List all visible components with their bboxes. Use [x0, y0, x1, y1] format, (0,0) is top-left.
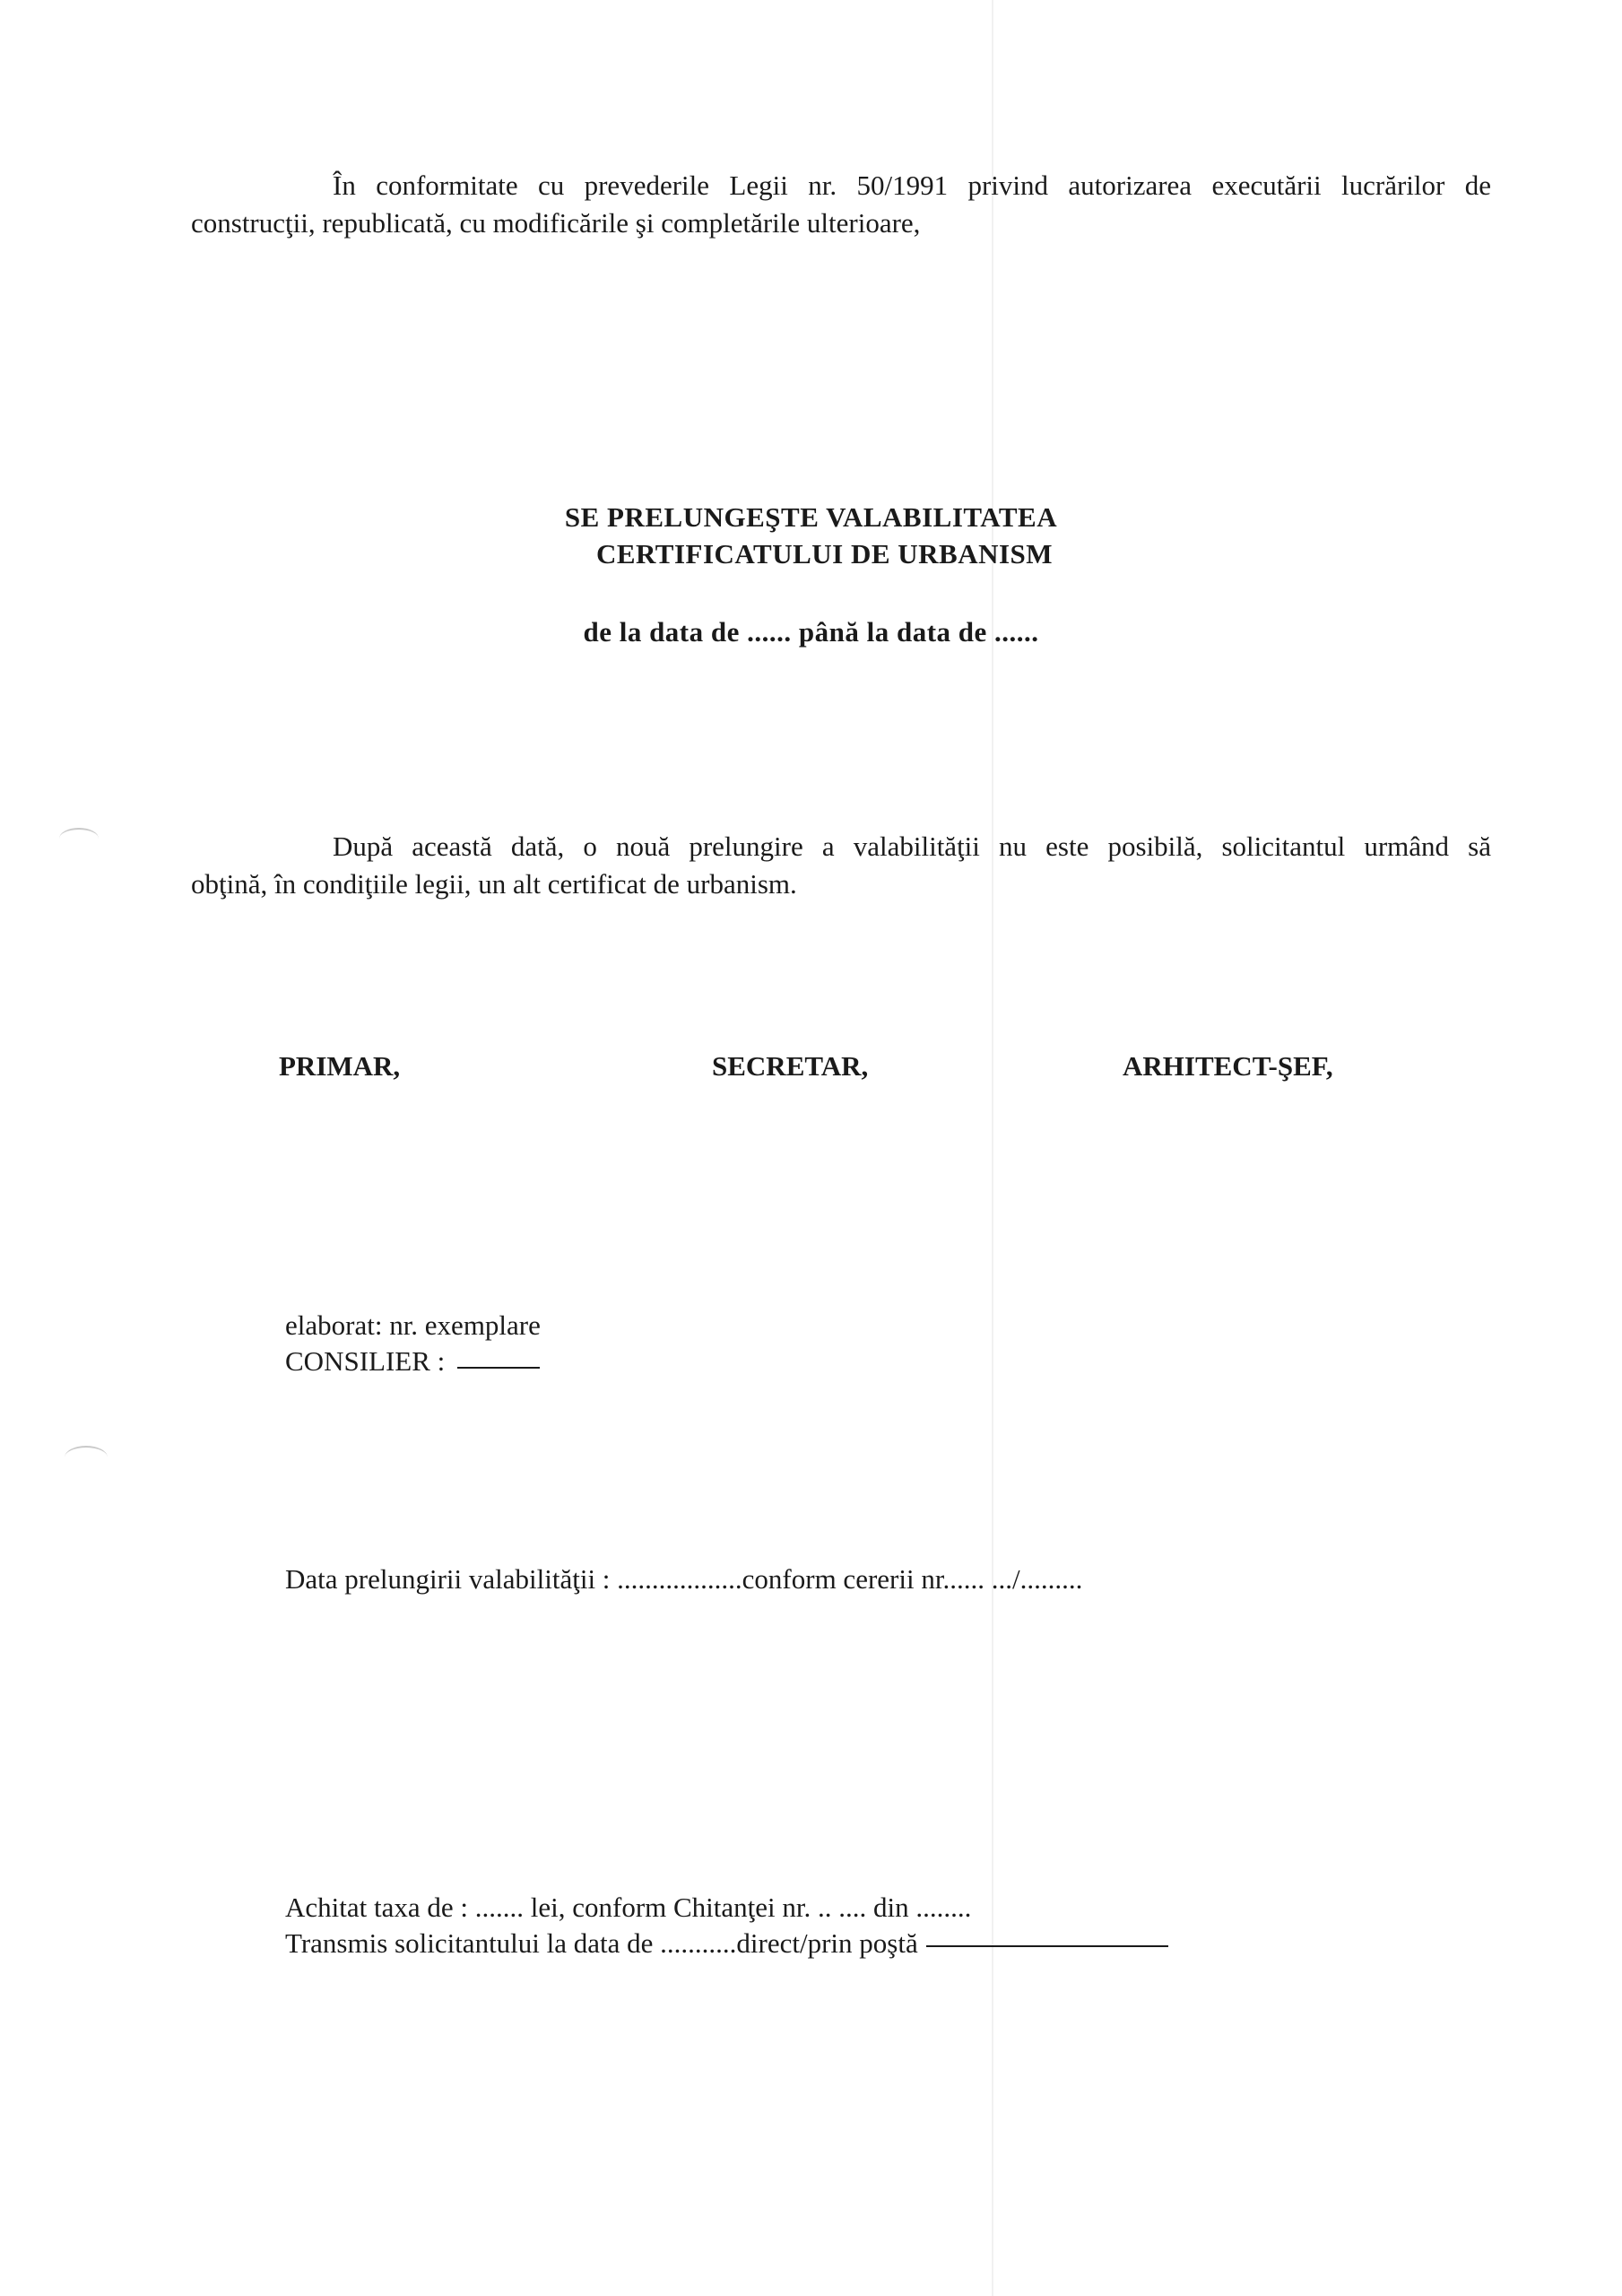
- signature-mayor: PRIMAR,: [279, 1050, 401, 1082]
- prepared-copies-line: elaborat: nr. exemplare: [285, 1309, 541, 1341]
- document-heading: [0, 499, 1622, 572]
- intro-paragraph: [191, 167, 1491, 242]
- scan-artifact: [65, 1446, 108, 1469]
- counselor-signature-line: [457, 1367, 540, 1369]
- signature-secretary: SECRETAR,: [712, 1050, 869, 1082]
- counselor-label: CONSILIER :: [285, 1345, 446, 1377]
- extension-date-line: Data prelungirii valabilităţii : ..................conform cererii nr...... .../.........: [285, 1563, 1083, 1595]
- scan-artifact: [59, 828, 99, 849]
- heading-line-1: SE PRELUNGEŞTE VALABILITATEA: [564, 501, 1058, 533]
- notice-line-1: După această dată, o nouă prelungire a valabilităţii nu este posibilă, solicitantul urmând să: [333, 831, 1491, 862]
- validity-period: de la data de ...... până la data de ......: [583, 616, 1039, 648]
- notice-line-2: obţină, în condiţiile legii, un alt certificat de urbanism.: [191, 868, 797, 900]
- heading-line-2: CERTIFICATULUI DE URBANISM: [595, 538, 1054, 570]
- transmitted-line-row: [285, 1926, 1168, 1961]
- signature-chief-architect: ARHITECT-ŞEF,: [1123, 1050, 1333, 1082]
- notice-paragraph: [191, 828, 1491, 903]
- transmitted-line: Transmis solicitantului la data de ...........direct/prin poştă: [285, 1927, 918, 1959]
- intro-line-2: construcţii, republicată, cu modificările şi completările ulterioare,: [191, 207, 921, 239]
- prepared-by-block: [285, 1308, 541, 1379]
- fee-paid-line: Achitat taxa de : ....... lei, conform Chitanţei nr. .. .... din ........: [285, 1892, 972, 1923]
- intro-line-1: În conformitate cu prevederile Legii nr. 50/1991 privind autorizarea executării lucrărilor de: [333, 170, 1491, 201]
- transmitted-signature-line: [926, 1945, 1168, 1947]
- prepared-counselor-line: [285, 1344, 541, 1379]
